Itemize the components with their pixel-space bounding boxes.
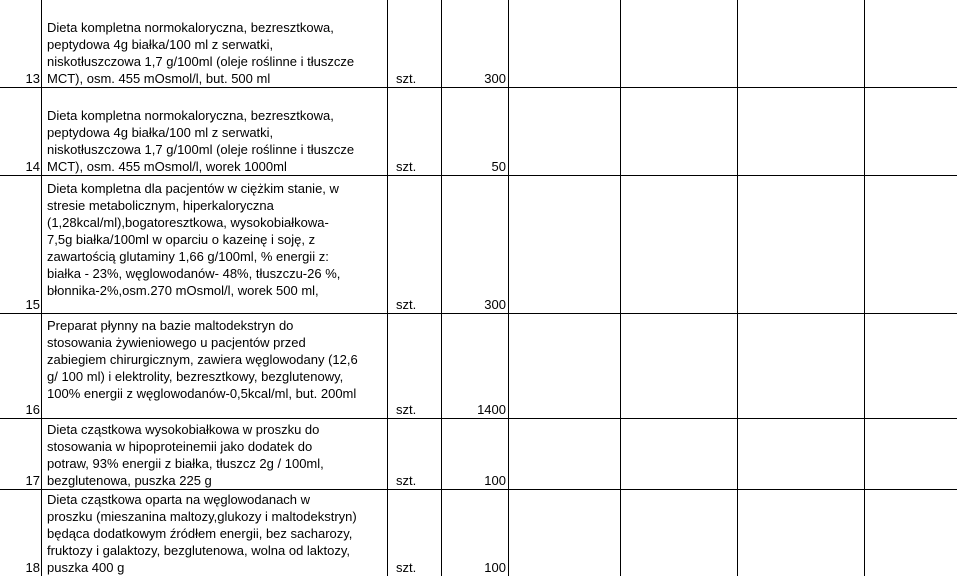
empty-cell — [738, 175, 865, 313]
empty-cell — [509, 87, 621, 175]
quantity-cell: 1400 — [442, 313, 509, 418]
empty-cell — [509, 175, 621, 313]
empty-cell — [621, 418, 738, 489]
quantity-cell: 50 — [442, 87, 509, 175]
empty-cell — [865, 175, 958, 313]
quantity-cell: 100 — [442, 489, 509, 576]
quantity-cell: 300 — [442, 175, 509, 313]
row-number: 18 — [0, 489, 42, 576]
empty-cell — [621, 175, 738, 313]
empty-cell — [509, 0, 621, 87]
empty-cell — [865, 87, 958, 175]
table-row — [0, 418, 957, 489]
table-row — [0, 313, 957, 418]
empty-cell — [738, 418, 865, 489]
empty-cell — [865, 418, 958, 489]
unit-cell: szt. — [388, 87, 442, 175]
row-number: 15 — [0, 175, 42, 313]
table-row — [0, 0, 957, 87]
product-description: Dieta cząstkowa oparta na węglowodanach w proszku (mieszanina maltozy,glukozy i maltodekstryn) będąca dodatkowym źródłem energii, bez sacharozy, fruktozy i galaktozy, bezglutenowa, wolna od laktozy, puszka 400 g — [42, 489, 388, 576]
quantity-cell: 100 — [442, 418, 509, 489]
row-number: 16 — [0, 313, 42, 418]
product-description: Dieta kompletna normokaloryczna, bezresztkowa, peptydowa 4g białka/100 ml z serwatki, niskotłuszczowa 1,7 g/100ml (oleje roślinne i tłuszcze MCT), osm. 455 mOsmol/l, but. 500 ml — [42, 0, 388, 87]
table-row — [0, 489, 957, 576]
table-row — [0, 87, 957, 175]
empty-cell — [621, 87, 738, 175]
row-number: 13 — [0, 0, 42, 87]
table-row — [0, 175, 957, 313]
row-number: 17 — [0, 418, 42, 489]
empty-cell — [621, 0, 738, 87]
product-description: Dieta kompletna dla pacjentów w ciężkim stanie, w stresie metabolicznym, hiperkaloryczna (1,28kcal/ml),bogatoresztkowa, wysokobiałkowa- 7,5g białka/100ml w oparciu o kazeinę i soję, z zawartością glutaminy 1,66 g/100ml, % energii z: białka - 23%, węglowodanów- 48%, tłuszczu-26 %, błonnika-2%,osm.270 mOsmol/l, worek 500 ml, — [42, 175, 388, 313]
empty-cell — [738, 87, 865, 175]
product-description: Dieta cząstkowa wysokobiałkowa w proszku do stosowania w hipoproteinemii jako dodatek do potraw, 93% energii z białka, tłuszcz 2g / 100ml, bezglutenowa, puszka 225 g — [42, 418, 388, 489]
empty-cell — [738, 313, 865, 418]
product-description: Preparat płynny na bazie maltodekstryn do stosowania żywieniowego u pacjentów przed zabiegiem chirurgicznym, zawiera węglowodany (12,6 g/ 100 ml) i elektrolity, bezresztkowy, bezglutenowy, 100% energii z węglowodanów-0,5kcal/ml, but. 200ml — [42, 313, 388, 418]
empty-cell — [865, 489, 958, 576]
quantity-cell: 300 — [442, 0, 509, 87]
empty-cell — [509, 489, 621, 576]
empty-cell — [865, 0, 958, 87]
empty-cell — [509, 313, 621, 418]
product-description: Dieta kompletna normokaloryczna, bezresztkowa, peptydowa 4g białka/100 ml z serwatki, niskotłuszczowa 1,7 g/100ml (oleje roślinne i tłuszcze MCT), osm. 455 mOsmol/l, worek 1000ml — [42, 87, 388, 175]
unit-cell: szt. — [388, 489, 442, 576]
empty-cell — [738, 0, 865, 87]
empty-cell — [621, 489, 738, 576]
row-number: 14 — [0, 87, 42, 175]
unit-cell: szt. — [388, 418, 442, 489]
unit-cell: szt. — [388, 175, 442, 313]
unit-cell: szt. — [388, 313, 442, 418]
unit-cell: szt. — [388, 0, 442, 87]
empty-cell — [621, 313, 738, 418]
empty-cell — [509, 418, 621, 489]
empty-cell — [865, 313, 958, 418]
empty-cell — [738, 489, 865, 576]
